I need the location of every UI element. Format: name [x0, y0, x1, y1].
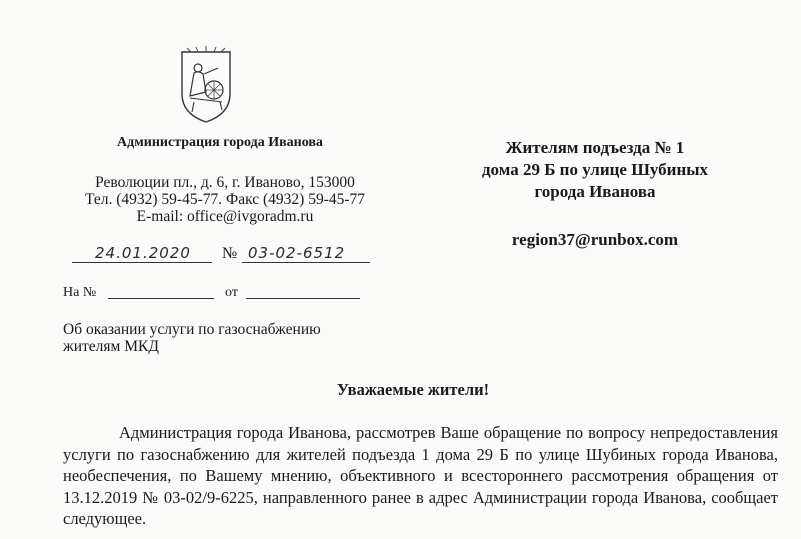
sender-phones: Тел. (4932) 59-45-77. Факс (4932) 59-45-77: [84, 191, 366, 208]
reg-number-sign: №: [222, 245, 238, 262]
sender-email: E-mail: office@ivgoradm.ru: [136, 208, 314, 225]
recipient-line-2: дома 29 Б по улице Шубиных: [481, 160, 709, 179]
letter-subject: [63, 321, 383, 355]
reg-date: 24.01.2020: [95, 244, 191, 262]
recipient-line-3: города Иванова: [534, 182, 656, 201]
reg-date-underline: [72, 262, 212, 263]
ref-number-underline: [108, 298, 214, 299]
subject-line-2: жителям МКД: [63, 338, 159, 355]
recipient-block: [455, 137, 735, 203]
recipient-email: region37@runbox.com: [511, 230, 679, 249]
reg-number: 03-02-6512: [248, 244, 346, 262]
ref-from-label: от: [225, 285, 238, 300]
ref-number-label: На №: [63, 285, 97, 300]
sender-address-block: [70, 174, 380, 225]
ivanovo-coat-of-arms-icon: [176, 46, 236, 124]
reg-number-underline: [242, 262, 370, 263]
recipient-line-1: Жителям подъезда № 1: [505, 138, 685, 157]
subject-line-1: Об оказании услуги по газоснабжению: [63, 321, 321, 338]
sender-address: Революции пл., д. 6, г. Иваново, 153000: [95, 174, 355, 191]
ref-from-underline: [246, 298, 360, 299]
salutation: Уважаемые жители!: [336, 380, 490, 399]
letter-paragraph: Администрация города Иванова, рассмотрев Ваше обращение по вопросу непредоставления услуги по газоснабжению для жителей подъезда 1 дома 29 Б по улице Шубиных города Иванова, необеспечения, по Вашему мнению, объективного и всестороннего рассмотрения обращения от 13.12.2019 № 03-02/9-6225, направленного ранее в адрес Администрации города Иванова, сообщает следующее.: [63, 423, 778, 528]
sender-org-name: Администрация города Иванова: [117, 135, 323, 150]
